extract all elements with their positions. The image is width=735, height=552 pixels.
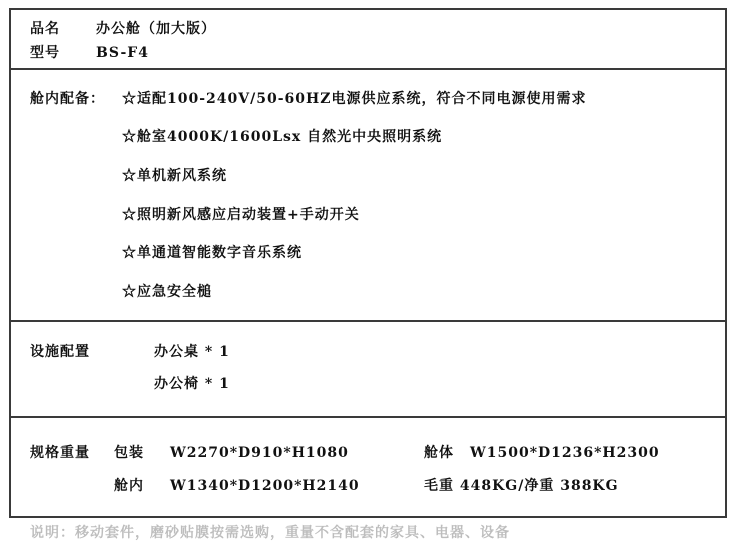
weight-info: 毛重 448KG/净重 388KG	[424, 478, 619, 494]
package-label: 包装	[114, 445, 144, 461]
facilities-label: 设施配置	[30, 344, 90, 360]
body-label: 舱体	[424, 445, 454, 461]
spec-sheet-frame	[9, 8, 727, 518]
features-label: 舱内配备：	[30, 91, 105, 107]
body-dimensions: W1500*D1236*H2300	[470, 445, 660, 461]
package-dimensions: W2270*D910*H1080	[170, 445, 349, 461]
model-value: BS-F4	[96, 45, 149, 61]
section-divider	[9, 320, 727, 322]
section-divider	[9, 68, 727, 70]
feature-item: ☆单机新风系统	[122, 168, 227, 184]
footnote: 说明：移动套件，磨砂贴膜按需选购，重量不含配套的家具、电器、设备	[30, 525, 510, 541]
facility-item: 办公椅 * 1	[154, 376, 230, 392]
feature-item: ☆应急安全槌	[122, 284, 212, 300]
section-divider	[9, 416, 727, 418]
product-name-label: 品名	[30, 21, 60, 37]
feature-item: ☆适配100-240V/50-60HZ电源供应系统，符合不同电源使用需求	[122, 91, 587, 107]
feature-item: ☆舱室4000K/1600Lsx 自然光中央照明系统	[122, 129, 443, 145]
specs-label: 规格重量	[30, 445, 90, 461]
feature-item: ☆单通道智能数字音乐系统	[122, 245, 302, 261]
product-name-value: 办公舱（加大版）	[96, 21, 216, 37]
model-label: 型号	[30, 45, 60, 61]
interior-dimensions: W1340*D1200*H2140	[170, 478, 360, 494]
feature-item: ☆照明新风感应启动装置+手动开关	[122, 207, 360, 223]
interior-label: 舱内	[114, 478, 144, 494]
facility-item: 办公桌 * 1	[154, 344, 230, 360]
